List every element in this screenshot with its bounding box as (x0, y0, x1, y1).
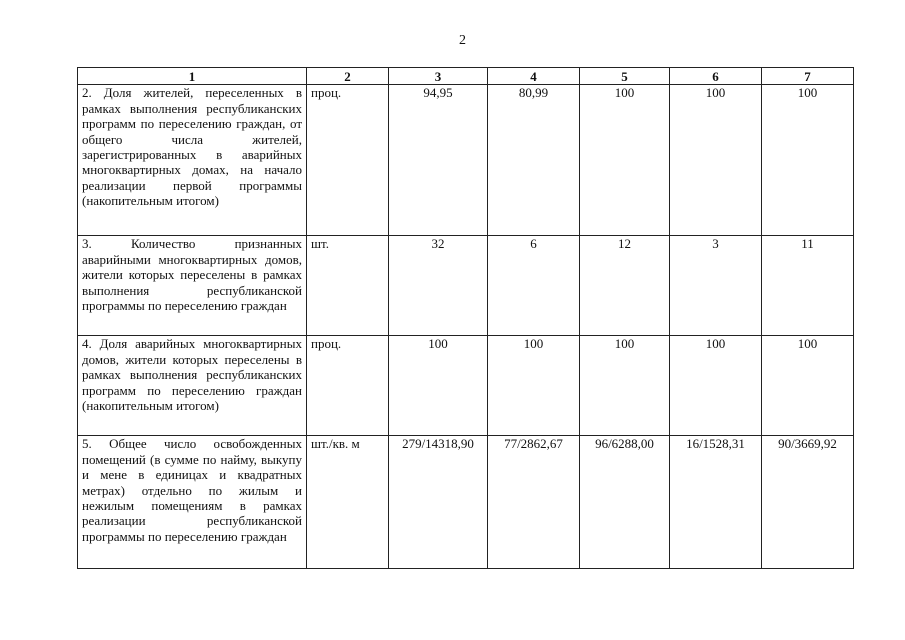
indicator-description: 2. Доля жителей, переселенных в рамках выполнения республиканских программ по переселению граждан, от общего числа жителей, зарегистрированных в аварийных многоквартирных домах, на начало реализации первой программы (накопительным итогом) (78, 85, 307, 236)
indicator-value: 90/3669,92 (762, 436, 854, 569)
column-header: 5 (580, 68, 670, 85)
indicator-value: 96/6288,00 (580, 436, 670, 569)
indicator-value: 100 (762, 336, 854, 436)
indicator-value: 80,99 (488, 85, 580, 236)
page-number: 2 (459, 33, 466, 48)
indicator-value: 77/2862,67 (488, 436, 580, 569)
table-row (78, 85, 854, 236)
indicator-description: 4. Доля аварийных многоквартирных домов, жители которых переселены в рамках выполнения республиканских программ по переселению граждан (накопительным итогом) (78, 336, 307, 436)
indicator-value: 11 (762, 236, 854, 336)
column-header: 2 (307, 68, 389, 85)
indicator-value: 16/1528,31 (670, 436, 762, 569)
indicator-description: 3. Количество признанных аварийными многоквартирных домов, жители которых переселены в рамках выполнения республиканской программы по переселению граждан (78, 236, 307, 336)
indicator-value: 6 (488, 236, 580, 336)
indicator-value: 100 (488, 336, 580, 436)
column-header: 1 (78, 68, 307, 85)
column-header: 7 (762, 68, 854, 85)
table-row (78, 336, 854, 436)
indicator-value: 94,95 (389, 85, 488, 236)
table-row (78, 236, 854, 336)
indicator-description: 5. Общее число освобожденных помещений (в сумме по найму, выкупу и мене в единицах и квадратных метрах) отдельно по жилым и нежилым помещениям в рамках реализации республиканской программы по переселению граждан (78, 436, 307, 569)
column-header: 3 (389, 68, 488, 85)
indicator-value: 100 (580, 336, 670, 436)
indicator-unit: проц. (307, 336, 389, 436)
column-header: 6 (670, 68, 762, 85)
indicator-value: 100 (580, 85, 670, 236)
indicator-value: 100 (762, 85, 854, 236)
indicator-unit: шт. (307, 236, 389, 336)
indicator-value: 12 (580, 236, 670, 336)
table-row (78, 436, 854, 569)
column-header: 4 (488, 68, 580, 85)
indicator-value: 32 (389, 236, 488, 336)
indicator-unit: проц. (307, 85, 389, 236)
indicator-unit: шт./кв. м (307, 436, 389, 569)
indicator-value: 100 (670, 85, 762, 236)
indicator-value: 3 (670, 236, 762, 336)
indicator-value: 100 (389, 336, 488, 436)
indicator-value: 100 (670, 336, 762, 436)
header-row (78, 68, 854, 85)
indicators-table (77, 67, 854, 569)
indicator-value: 279/14318,90 (389, 436, 488, 569)
